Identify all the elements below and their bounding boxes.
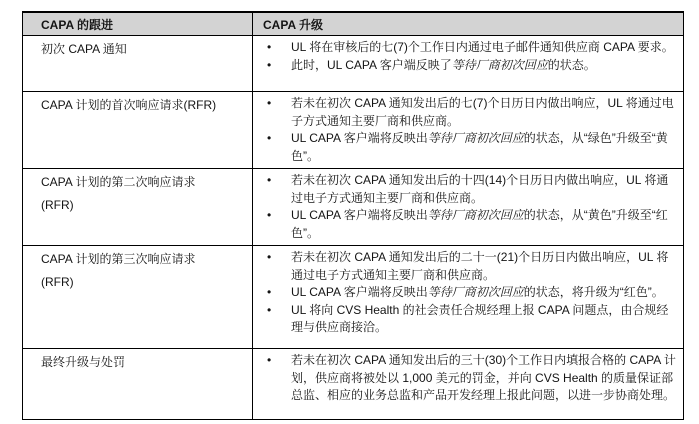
stage-label: CAPA 计划的首次响应请求(RFR) [41, 98, 217, 112]
stage-cell [23, 169, 253, 246]
bullet-icon: • [267, 353, 272, 367]
bullet-list [253, 39, 677, 74]
bullet-list [253, 249, 677, 337]
bullet-icon: • [267, 285, 272, 299]
stage-label: 最终升级与处罚 [41, 355, 126, 369]
stage-cell [23, 92, 253, 169]
bullet-item [253, 302, 677, 337]
table-row [23, 246, 684, 349]
bullet-item [253, 39, 677, 57]
bullet-icon: • [267, 250, 272, 264]
bullet-icon: • [267, 96, 272, 110]
bullet-item [253, 352, 677, 405]
bullet-text: 若未在初次 CAPA 通知发出后的三十(30)个工作日内填报合格的 CAPA 计划，供应商将被处以 1,000 美元的罚金，并向 CVS Health 的质量保证部总监、相应的业务总监和产品开发经理上报此问题，以进一步协商处理。 [291, 353, 676, 402]
bullet-icon: • [267, 40, 272, 54]
bullet-text: 若未在初次 CAPA 通知发出后的二十一(21)个日历日内做出响应，UL 将通过电子方式通知主要厂商和供应商。 [291, 250, 669, 282]
table-row [23, 349, 684, 420]
status-phrase: 等待厂商初次回应 [451, 57, 548, 72]
stage-label: CAPA 计划的第三次响应请求 [41, 252, 196, 266]
escalation-cell [253, 246, 684, 349]
bullet-item [253, 57, 677, 75]
stage-label: CAPA 计划的第二次响应请求 [41, 175, 196, 189]
bullet-icon: • [267, 131, 272, 145]
capa-escalation-table [22, 11, 684, 420]
stage-cell [23, 36, 253, 92]
bullet-item [253, 95, 677, 130]
bullet-text: 若未在初次 CAPA 通知发出后的七(7)个日历日内做出响应，UL 将通过电子方式通知主要厂商和供应商。 [291, 96, 674, 128]
bullet-icon: • [267, 302, 272, 317]
bullet-item [253, 249, 677, 284]
bullet-item [253, 207, 677, 242]
status-phrase: 等待厂商初次回应 [427, 208, 524, 222]
escalation-cell [253, 349, 684, 420]
bullet-text: UL CAPA 客户端将反映出等待厂商初次回应的状态，将升级为“红色”。 [291, 285, 664, 299]
table-row [23, 169, 684, 246]
bullet-text: UL CAPA 客户端将反映出等待厂商初次回应的状态，从“绿色”升级至“黄色”。 [291, 131, 668, 163]
bullet-icon: • [267, 208, 272, 222]
stage-label: (RFR) [41, 198, 74, 212]
escalation-cell [253, 92, 684, 169]
bullet-list [253, 95, 677, 165]
bullet-text: UL CAPA 客户端将反映出等待厂商初次回应的状态，从“黄色”升级至“红色”。 [291, 208, 668, 240]
escalation-cell [253, 36, 684, 92]
stage-label: 初次 CAPA 通知 [41, 42, 127, 56]
bullet-list [253, 352, 677, 405]
stage-cell [23, 349, 253, 420]
status-phrase: 等待厂商初次回应 [427, 285, 524, 299]
header-capa-followup: CAPA 的跟进 [23, 12, 253, 36]
table-row [23, 92, 684, 169]
bullet-icon: • [267, 173, 272, 187]
table-row [23, 36, 684, 92]
bullet-text: UL 将向 CVS Health 的社会责任合规经理上报 CAPA 问题点，由合规经理与供应商接洽。 [291, 302, 669, 334]
stage-label: (RFR) [41, 275, 74, 289]
bullet-item [253, 130, 677, 165]
bullet-list [253, 172, 677, 242]
header-capa-escalation: CAPA 升级 [253, 12, 684, 36]
bullet-item [253, 284, 677, 302]
escalation-cell [253, 169, 684, 246]
bullet-text: 若未在初次 CAPA 通知发出后的十四(14)个日历日内做出响应，UL 将通过电子方式通知主要厂商和供应商。 [291, 173, 669, 205]
bullet-text: UL 将在审核后的七(7)个工作日内通过电子邮件通知供应商 CAPA 要求。 [291, 40, 674, 54]
bullet-item [253, 172, 677, 207]
table-header-row [23, 12, 684, 36]
stage-cell [23, 246, 253, 349]
status-phrase: 等待厂商初次回应 [427, 131, 524, 145]
bullet-icon: • [267, 57, 272, 72]
bullet-text: 此时，UL CAPA 客户端反映了等待厂商初次回应的状态。 [291, 57, 596, 72]
